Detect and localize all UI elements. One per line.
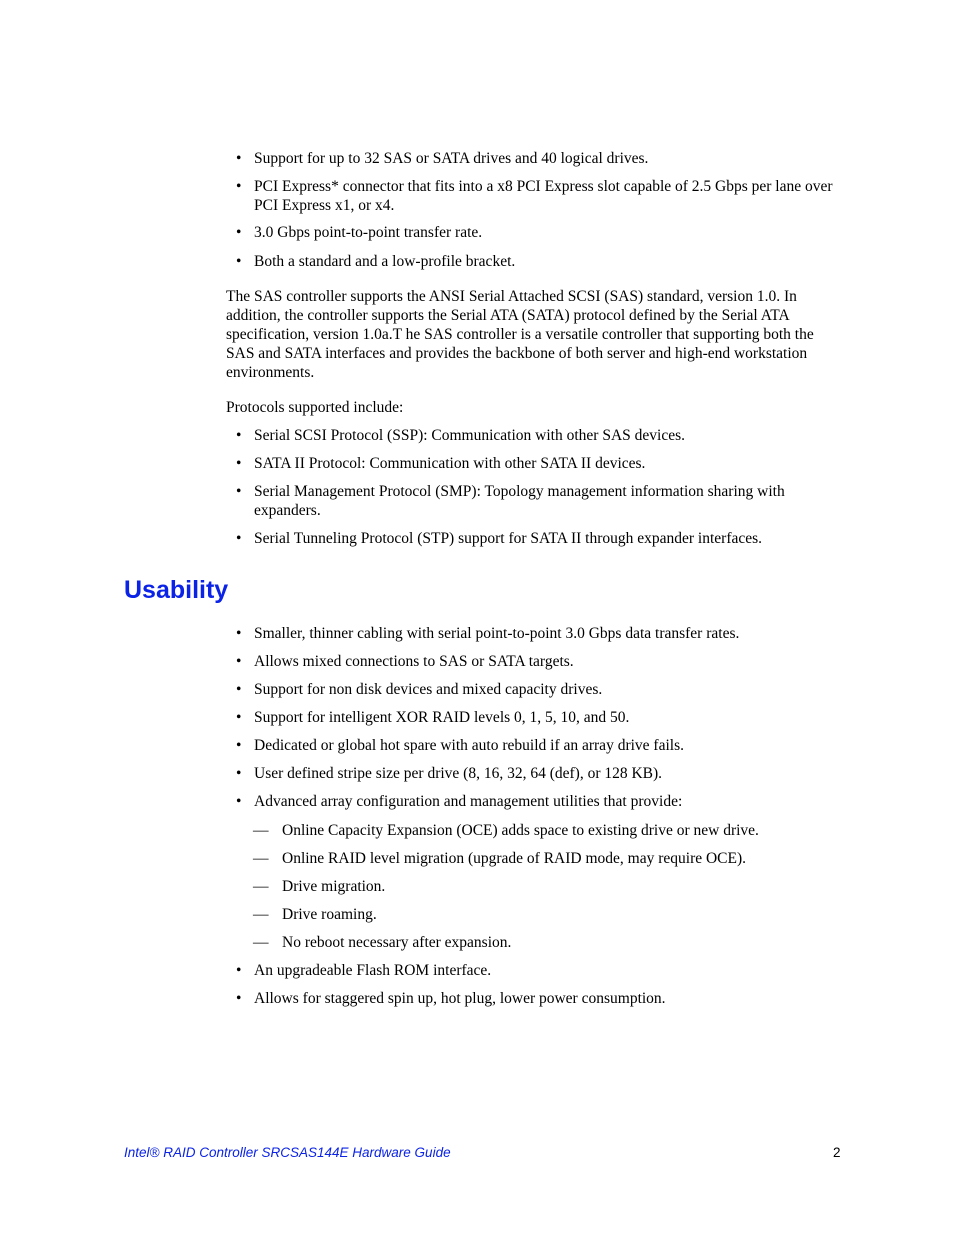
dash-icon: —: [253, 878, 269, 895]
bullet-icon: •: [236, 962, 242, 979]
sub-list-item-text: No reboot necessary after expansion.: [282, 934, 512, 951]
list-item-text: User defined stripe size per drive (8, 16, 32, 64 (def), or 128 KB).: [254, 765, 663, 782]
bullet-icon: •: [236, 530, 242, 547]
list-item-text: SATA II Protocol: Communication with other SATA II devices.: [254, 455, 646, 472]
list-item-text: Allows for staggered spin up, hot plug, lower power consumption.: [254, 990, 666, 1007]
bullet-icon: •: [236, 653, 242, 670]
list-item-text: Advanced array configuration and management utilities that provide:: [254, 793, 683, 810]
section-heading-usability: Usability: [124, 576, 229, 604]
bullet-icon: •: [236, 765, 242, 782]
list-item-text: Support for intelligent XOR RAID levels 0, 1, 5, 10, and 50.: [254, 709, 630, 726]
footer-title: Intel® RAID Controller SRCSAS144E Hardware Guide: [124, 1145, 451, 1160]
dash-icon: —: [253, 850, 269, 867]
list-item-text: Serial Tunneling Protocol (STP) support for SATA II through expander interfaces.: [254, 530, 763, 547]
bullet-icon: •: [236, 455, 242, 472]
list-item-text: An upgradeable Flash ROM interface.: [254, 962, 492, 979]
bullet-icon: •: [236, 150, 242, 167]
list-item-text: Support for up to 32 SAS or SATA drives and 40 logical drives.: [254, 150, 649, 167]
sub-list-item-text: Drive roaming.: [282, 906, 377, 923]
list-item-text: 3.0 Gbps point-to-point transfer rate.: [254, 224, 483, 241]
bullet-icon: •: [236, 224, 242, 241]
bullet-icon: •: [236, 625, 242, 642]
bullet-icon: •: [236, 253, 242, 270]
intro-paragraph: The SAS controller supports the ANSI Serial Attached SCSI (SAS) standard, version 1.0. In addition, the controller supports the Serial ATA (SATA) protocol defined by the Serial ATA specification, version 1.0a.T he SAS controller is a versatile controller that supporting both the SAS and SATA interfaces and provides the backbone of both server and high-end workstation environments.: [226, 288, 814, 381]
bullet-icon: •: [236, 990, 242, 1007]
bullet-icon: •: [236, 681, 242, 698]
list-item-text: Support for non disk devices and mixed capacity drives.: [254, 681, 603, 698]
list-item-text: Serial SCSI Protocol (SSP): Communication with other SAS devices.: [254, 427, 685, 444]
list-item-text: PCI Express* connector that fits into a x8 PCI Express slot capable of 2.5 Gbps per lane over PCI Express x1, or x4.: [254, 178, 833, 214]
bullet-icon: •: [236, 709, 242, 726]
sub-list-item-text: Online Capacity Expansion (OCE) adds space to existing drive or new drive.: [282, 822, 759, 839]
list-item-text: Dedicated or global hot spare with auto rebuild if an array drive fails.: [254, 737, 684, 754]
list-item-text: Smaller, thinner cabling with serial point-to-point 3.0 Gbps data transfer rates.: [254, 625, 740, 642]
dash-icon: —: [253, 822, 269, 839]
list-item-text: Allows mixed connections to SAS or SATA targets.: [254, 653, 574, 670]
bullet-icon: •: [236, 793, 242, 810]
dash-icon: —: [253, 906, 269, 923]
bullet-icon: •: [236, 737, 242, 754]
page-number: 2: [833, 1145, 841, 1160]
sub-list-item-text: Online RAID level migration (upgrade of RAID mode, may require OCE).: [282, 850, 747, 867]
list-item-text: Serial Management Protocol (SMP): Topology management information sharing with expanders.: [254, 483, 785, 519]
bullet-icon: •: [236, 483, 242, 500]
bullet-icon: •: [236, 178, 242, 195]
bullet-icon: •: [236, 427, 242, 444]
protocols-intro: Protocols supported include:: [226, 399, 404, 416]
dash-icon: —: [253, 934, 269, 951]
list-item-text: Both a standard and a low-profile bracket.: [254, 253, 516, 270]
sub-list-item-text: Drive migration.: [282, 878, 386, 895]
